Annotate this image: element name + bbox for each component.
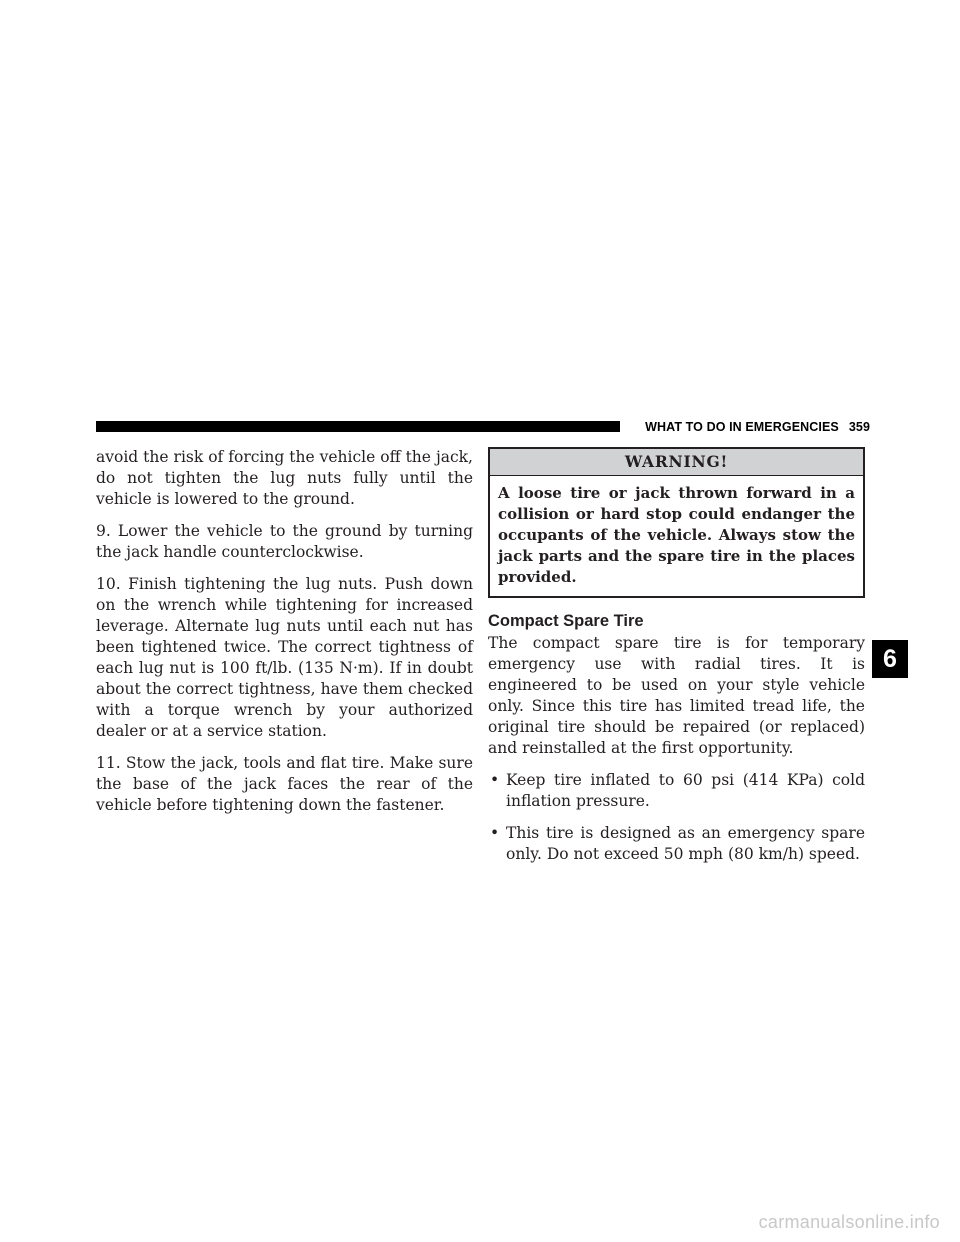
bullet-text: Keep tire inflated to 60 psi (414 KPa) cold inflation pressure. [506,771,865,810]
warning-body: A loose tire or jack thrown forward in a collision or hard stop could endanger the occupants of the vehicle. Always stow the jack parts and the spare tire in the places provided. [498,484,855,586]
page-number: 359 [848,420,870,434]
bullet-icon: • [490,824,500,842]
bullet-icon: • [490,771,500,789]
left-column [96,447,473,827]
section-heading: Compact Spare Tire [488,612,644,630]
step-11: 11. Stow the jack, tools and flat tire. Make sure the base of the jack faces the rear of the vehicle before tightening down the fastener. [96,754,473,814]
warning-title: WARNING! [490,449,863,476]
section-title: WHAT TO DO IN EMERGENCIES [645,420,839,434]
intro-paragraph: The compact spare tire is for temporary emergency use with radial tires. It is engineered to be used on your style vehicle only. Since this tire has limited tread life, the original tire should be repaired (or replaced) and reinstalled at the first opportunity. [488,634,865,757]
step-10: 10. Finish tightening the lug nuts. Push down on the wrench while tightening for increased leverage. Alternate lug nuts until each nut has been tightened twice. The correct tightness of each lug nut is 100 ft/lb. (135 N·m). If in doubt about the correct tightness, have them checked with a torque wrench by your authorized dealer or at a service station. [96,575,473,740]
step-9: 9. Lower the vehicle to the ground by turning the jack handle counterclockwise. [96,522,473,561]
right-column [488,447,865,876]
list-item [488,770,865,812]
running-header [620,418,870,436]
paragraph-continuation: avoid the risk of forcing the vehicle off the jack, do not tighten the lug nuts fully until the vehicle is lowered to the ground. [96,448,473,508]
warning-box [488,447,865,598]
bullet-list [488,770,865,865]
chapter-tab: 6 [872,640,908,678]
bullet-text: This tire is designed as an emergency spare only. Do not exceed 50 mph (80 km/h) speed. [506,824,865,863]
watermark: carmanualsonline.info [758,1212,940,1232]
list-item [488,823,865,865]
